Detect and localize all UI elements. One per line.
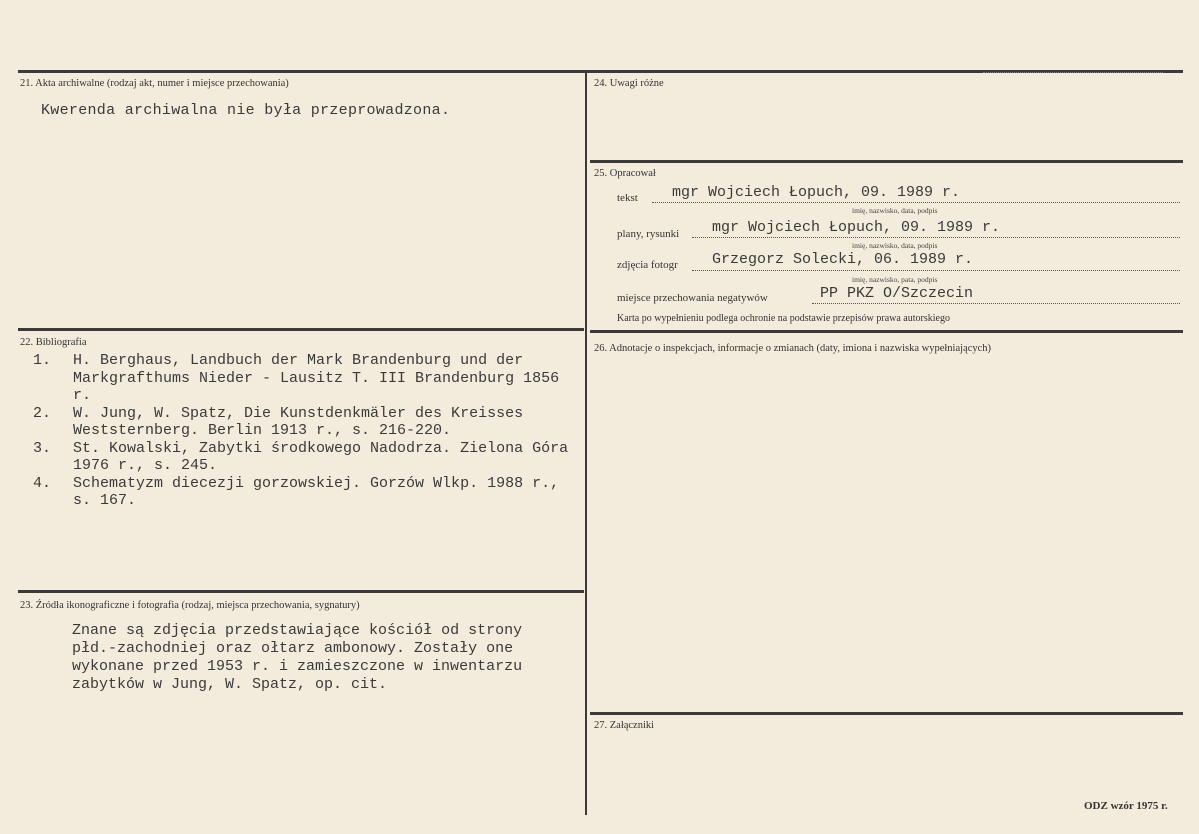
center-divider	[585, 70, 587, 815]
miejsce-value: PP PKZ O/Szczecin	[820, 285, 974, 302]
section-23-line-4: zabytków w Jung, W. Spatz, op. cit.	[72, 676, 388, 693]
section-26-label: 26. Adnotacje o inspekcjach, informacje o zmianach (daty, imiona i nazwiska wypełniających)	[594, 343, 992, 354]
tekst-label: tekst	[617, 192, 638, 204]
bibliography-item	[33, 440, 573, 475]
item-number: 3.	[33, 439, 52, 457]
tekst-dotted-line	[652, 202, 1180, 203]
miejsce-dotted-line	[812, 303, 1180, 304]
section-21-text: Kwerenda archiwalna nie była przeprowadzona.	[41, 102, 451, 119]
item-text: Schematyzm diecezji gorzowskiej. Gorzów Wlkp. 1988 r., s. 167.	[73, 474, 560, 509]
zdjecia-value: Grzegorz Solecki, 06. 1989 r.	[712, 251, 974, 268]
bibliography-item	[33, 352, 573, 405]
bibliography-item	[33, 405, 573, 440]
item-number: 1.	[33, 352, 52, 369]
bibliography-item	[33, 475, 573, 510]
plany-label: plany, rysunki	[617, 228, 680, 240]
divider-26-27	[590, 712, 1183, 715]
section-23-label: 23. Źródła ikonograficzne i fotografia (rodzaj, miejsca przechowania, sygnatury)	[20, 600, 360, 611]
divider-25-26	[590, 330, 1183, 333]
miejsce-label: miejsce przechowania negatywów	[617, 292, 768, 304]
tekst-hint: imię, nazwisko, data, podpis	[852, 206, 938, 215]
divider-24-25	[590, 160, 1183, 163]
zdjecia-hint: imię, nazwisko, pata, podpis	[852, 275, 938, 284]
form-identifier: ODZ wzór 1975 r.	[1084, 800, 1168, 812]
faded-stamp	[983, 72, 1163, 79]
item-number: 4.	[33, 474, 52, 492]
zdjecia-dotted-line	[692, 270, 1180, 271]
item-text: St. Kowalski, Zabytki środkowego Nadodrza. Zielona Góra 1976 r., s. 245.	[73, 439, 569, 474]
item-text: W. Jung, W. Spatz, Die Kunstdenkmäler des Kreisses Weststernberg. Berlin 1913 r., s. 216-220.	[73, 404, 524, 439]
divider-21-22	[18, 328, 584, 331]
section-21-label: 21. Akta archiwalne (rodzaj akt, numer i miejsce przechowania)	[20, 78, 289, 89]
section-23-line-1: Znane są zdjęcia przedstawiające kościół od strony	[18, 622, 523, 639]
plany-dotted-line	[692, 237, 1180, 238]
section-22-label: 22. Bibliografia	[20, 337, 87, 348]
section-23-line-2: płd.-zachodniej oraz ołtarz ambonowy. Zostały one	[72, 640, 514, 657]
tekst-value: mgr Wojciech Łopuch, 09. 1989 r.	[672, 184, 961, 201]
section-25-label: 25. Opracował	[594, 168, 656, 179]
item-text: H. Berghaus, Landbuch der Mark Brandenburg und der Markgrafthums Nieder - Lausitz T. III Brandenburg 1856 r.	[73, 352, 560, 404]
section-23-line-3: wykonane przed 1953 r. i zamieszczone w inwentarzu	[72, 658, 523, 675]
divider-22-23	[18, 590, 584, 593]
item-number: 2.	[33, 404, 52, 422]
plany-hint: imię, nazwisko, data, podpis	[852, 241, 938, 250]
copyright-note: Karta po wypełnieniu podlega ochronie na podstawie przepisów prawa autorskiego	[617, 313, 950, 324]
section-24-label: 24. Uwagi różne	[594, 78, 664, 89]
zdjecia-label: zdjęcia fotogr	[617, 259, 678, 271]
plany-value: mgr Wojciech Łopuch, 09. 1989 r.	[712, 219, 1001, 236]
bibliography-list	[33, 352, 573, 510]
section-27-label: 27. Załączniki	[594, 720, 655, 731]
